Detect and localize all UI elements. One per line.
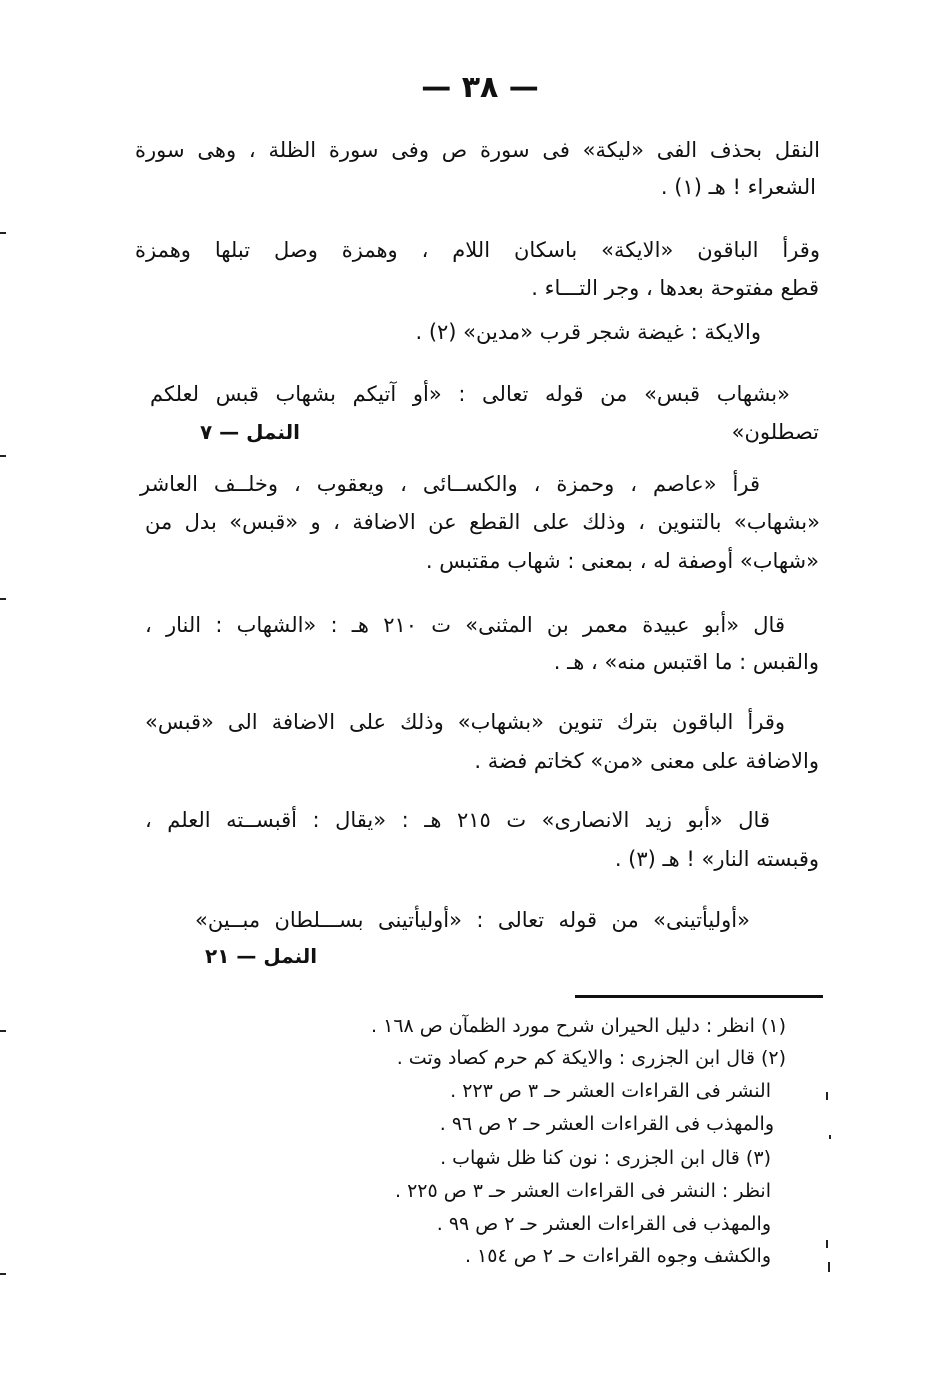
scan-mark	[0, 455, 6, 457]
scan-mark	[828, 1262, 830, 1272]
scan-mark	[829, 1135, 831, 1139]
text-line: وقرأ الباقون بترك تنوين «بشهاب» وذلك على الاضافة الى «قبس»	[145, 710, 785, 734]
page-number: — ٣٨ —	[421, 70, 539, 105]
footnote-line: (١) انظر : دليل الحيران شرح مورد الظمآن ص ١٦٨ .	[371, 1015, 786, 1037]
text-line: والاضافة على معنى «من» كخاتم فضة .	[474, 749, 819, 773]
text-line: «بشهاب قبس» من قوله تعالى : «أو آتيكم بشهاب قبس لعلكم	[150, 382, 790, 406]
footnote-line: انظر : النشر فى القراءات العشر حـ ٣ ص ٢٢٥ .	[395, 1180, 771, 1202]
text-line: «بشهاب» بالتنوين ، وذلك على القطع عن الاضافة ، و «قبس» بدل من	[145, 510, 820, 534]
footnote-line: والكشف وجوه القراءات حـ ٢ ص ١٥٤ .	[464, 1245, 771, 1267]
text-line: «أوليأتينى» من قوله تعالى : «أوليأتينى بســـلطان مبــين»	[195, 908, 750, 932]
text-line: تصطلون»	[731, 420, 819, 444]
scan-mark	[826, 1240, 828, 1248]
text-line: وقرأ الباقون «الايكة» باسكان اللام ، وهمزة وصل تبلها وهمزة	[135, 238, 820, 262]
text-line: «شهاب» أوصفة له ، بمعنى : شهاب مقتبس .	[425, 549, 819, 573]
surah-reference: النمل — ٢١	[205, 944, 318, 968]
text-line: قال «أبو زيد الانصارى» ت ٢١٥ هـ : «يقال : أقبســته العلم ،	[145, 808, 770, 832]
footnote-line: والمهذب فى القراءات العشر حـ ٢ ص ٩٦ .	[439, 1113, 774, 1135]
text-line: قطع مفتوحة بعدها ، وجر التـــاء .	[531, 276, 819, 300]
scan-mark	[826, 1092, 828, 1100]
footnote-separator	[575, 995, 823, 998]
text-line: النقل بحذف الفى «ليكة» فى سورة ص وفى سورة الظلة ، وهى سورة	[135, 138, 820, 162]
scan-mark	[0, 598, 6, 600]
footnote-line: (٣) قال ابن الجزرى : نون كنا ظل شهاب .	[440, 1147, 771, 1169]
text-line: والايكة : غيضة شجر قرب «مدين» (٢) .	[415, 320, 761, 344]
scan-mark	[0, 232, 6, 234]
text-line: قال «أبو عبيدة معمر بن المثنى» ت ٢١٠ هـ : «الشهاب : النار ،	[145, 613, 785, 637]
text-line: والقبس : ما اقتبس منه» ، هـ .	[553, 650, 819, 674]
footnote-line: النشر فى القراءات العشر حـ ٣ ص ٢٢٣ .	[450, 1080, 771, 1102]
footnote-line: والمهذب فى القراءات العشر حـ ٢ ص ٩٩ .	[436, 1213, 771, 1235]
scan-mark	[0, 1030, 6, 1032]
text-line: قرأ «عاصم ، وحمزة ، والكســائى ، ويعقوب ، وخلــف العاشر	[140, 472, 760, 496]
text-line: الشعراء ! هـ (١) .	[660, 175, 816, 199]
scan-mark	[0, 1273, 6, 1275]
text-line: وقبسته النار» ! هـ (٣) .	[614, 847, 819, 871]
footnote-line: (٢) قال ابن الجزرى : والايكة كم حرم كصاد وتت .	[396, 1047, 786, 1069]
surah-reference: النمل — ٧	[200, 420, 300, 444]
